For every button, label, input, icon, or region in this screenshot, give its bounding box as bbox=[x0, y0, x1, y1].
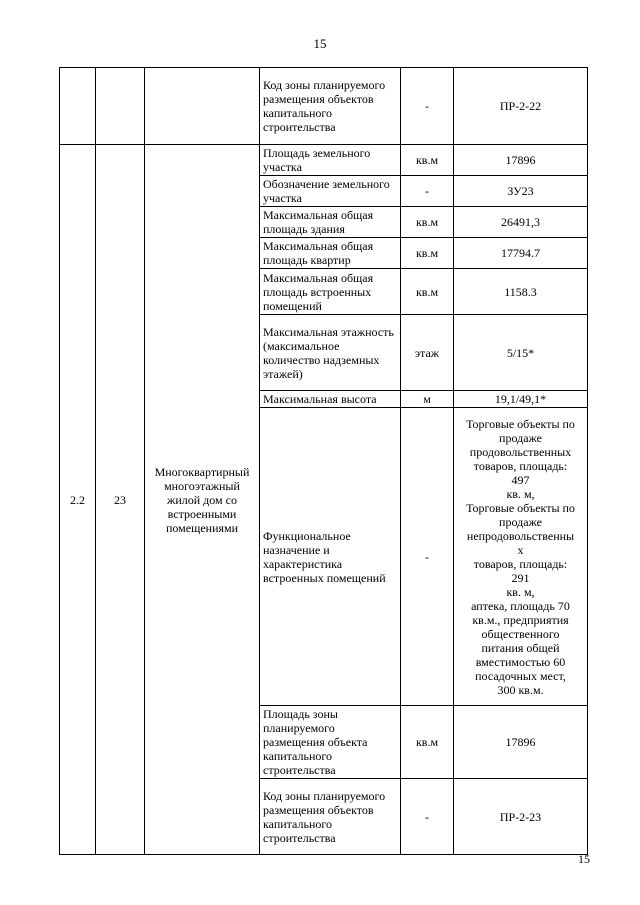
value-cell: 17896 bbox=[454, 706, 588, 779]
value-line: аптека, площадь 70 bbox=[471, 598, 570, 613]
unit-cell: - bbox=[401, 176, 454, 207]
unit-cell: кв.м bbox=[401, 145, 454, 176]
page-number-bottom: 15 bbox=[578, 852, 590, 866]
unit-cell: - bbox=[401, 408, 454, 706]
table-row bbox=[60, 145, 588, 176]
unit-cell: кв.м bbox=[401, 207, 454, 238]
value-line: 291 bbox=[511, 570, 530, 585]
value-line: посадочных мест, bbox=[475, 668, 566, 683]
value-cell: 5/15* bbox=[454, 315, 588, 391]
object-name-cell: Многоквартирный многоэтажный жилой дом со встроенными помещениями bbox=[145, 145, 260, 855]
unit-cell: кв.м bbox=[401, 706, 454, 779]
value-line: Торговые объекты по bbox=[466, 500, 575, 515]
param-label: Максимальная общая площадь встроенных помещений bbox=[260, 269, 401, 315]
param-label: Обозначение земельного участка bbox=[260, 176, 401, 207]
param-label: Максимальная общая площадь здания bbox=[260, 207, 401, 238]
unit-cell: м bbox=[401, 391, 454, 408]
value-line: кв.м., предприятия bbox=[472, 612, 569, 627]
unit-cell: - bbox=[401, 779, 454, 855]
value-line: общественного bbox=[481, 626, 560, 641]
value-line: товаров, площадь: bbox=[473, 556, 568, 571]
object-id-cell bbox=[96, 68, 145, 145]
value-cell: 26491,3 bbox=[454, 207, 588, 238]
object-name-cell bbox=[145, 68, 260, 145]
value-cell-multiline bbox=[454, 408, 588, 706]
value-line: продаже bbox=[499, 514, 542, 529]
param-label: Код зоны планируемого размещения объектов капитального строительства bbox=[260, 779, 401, 855]
param-label: Площадь зоны планируемого размещения объекта капитального строительства bbox=[260, 706, 401, 779]
value-line: вместимостью 60 bbox=[475, 654, 566, 669]
value-line: 497 bbox=[511, 472, 530, 487]
row-number-cell: 2.2 bbox=[60, 145, 96, 855]
value-cell: ЗУ23 bbox=[454, 176, 588, 207]
row-number-cell bbox=[60, 68, 96, 145]
param-label: Площадь земельного участка bbox=[260, 145, 401, 176]
unit-cell: - bbox=[401, 68, 454, 145]
value-line: кв. м, bbox=[506, 486, 535, 501]
parameters-table bbox=[59, 67, 588, 855]
value-line: товаров, площадь: bbox=[473, 458, 568, 473]
value-cell: 17794.7 bbox=[454, 238, 588, 269]
value-line: х bbox=[517, 542, 524, 557]
value-cell: ПР-2-22 bbox=[454, 68, 588, 145]
value-line: кв. м, bbox=[506, 584, 535, 599]
param-label: Функциональное назначение и характеристика встроенных помещений bbox=[260, 408, 401, 706]
value-line: 300 кв.м. bbox=[497, 682, 544, 697]
unit-cell: этаж bbox=[401, 315, 454, 391]
param-label: Код зоны планируемого размещения объектов капитального строительства bbox=[260, 68, 401, 145]
value-line: непродовольственны bbox=[466, 528, 575, 543]
unit-cell: кв.м bbox=[401, 238, 454, 269]
value-line: продаже bbox=[499, 430, 542, 445]
value-line: Торговые объекты по bbox=[466, 416, 575, 431]
value-cell: 19,1/49,1* bbox=[454, 391, 588, 408]
value-line: продовольственных bbox=[469, 444, 572, 459]
page-number-top: 15 bbox=[313, 36, 327, 51]
object-id-cell: 23 bbox=[96, 145, 145, 855]
value-cell: 17896 bbox=[454, 145, 588, 176]
value-cell: 1158.3 bbox=[454, 269, 588, 315]
value-cell: ПР-2-23 bbox=[454, 779, 588, 855]
table-row bbox=[60, 68, 588, 145]
value-line: питания общей bbox=[481, 640, 560, 655]
param-label: Максимальная высота bbox=[260, 391, 401, 408]
param-label: Максимальная общая площадь квартир bbox=[260, 238, 401, 269]
unit-cell: кв.м bbox=[401, 269, 454, 315]
param-label: Максимальная этажность (максимальное количество надземных этажей) bbox=[260, 315, 401, 391]
